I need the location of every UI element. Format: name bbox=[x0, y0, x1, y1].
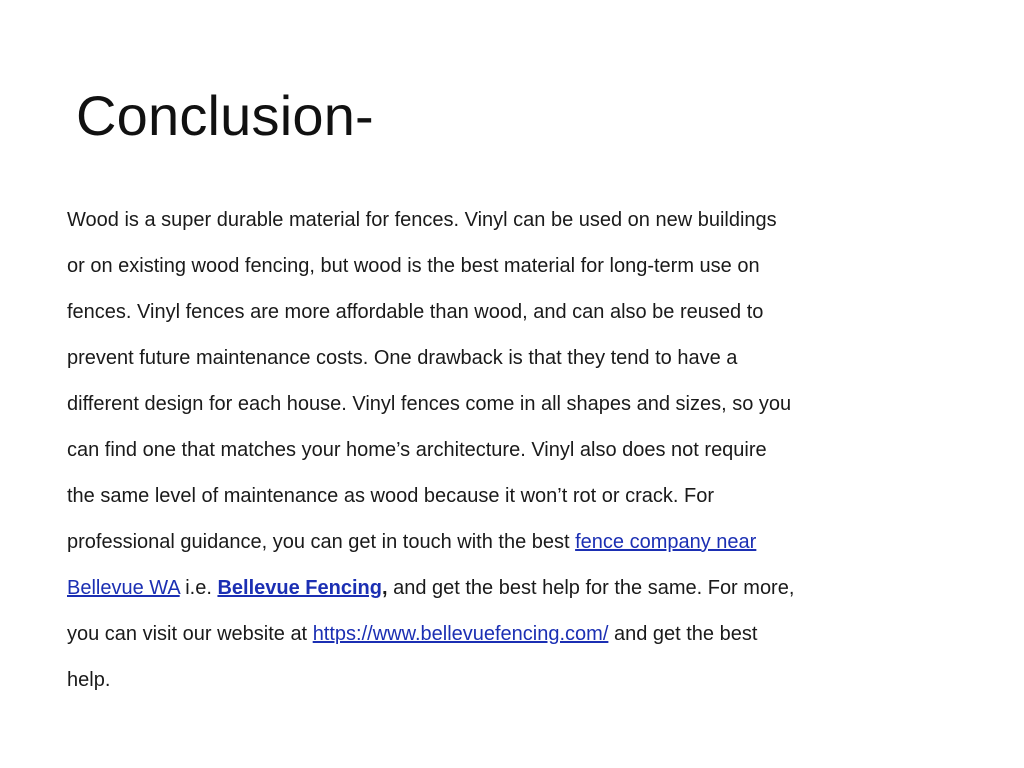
paragraph-text: i.e. bbox=[179, 577, 218, 599]
fence-company-link-part2[interactable]: Bellevue WA bbox=[67, 577, 180, 599]
paragraph-text: professional guidance, you can get in touch with the best bbox=[67, 531, 576, 553]
paragraph-text: and get the best help for the same. For more, bbox=[387, 577, 795, 599]
paragraph-line bbox=[67, 519, 917, 565]
fence-company-link-part1[interactable]: fence company near bbox=[575, 531, 757, 553]
paragraph-text: you can visit our website at bbox=[67, 623, 313, 645]
comma-text: , bbox=[381, 577, 388, 599]
paragraph-line: different design for each house. Vinyl fences come in all shapes and sizes, so you bbox=[67, 393, 792, 415]
paragraph-line: Wood is a super durable material for fences. Vinyl can be used on new buildings bbox=[67, 209, 777, 231]
conclusion-paragraph bbox=[67, 197, 917, 703]
paragraph-line: or on existing wood fencing, but wood is the best material for long-term use on bbox=[67, 255, 760, 277]
paragraph-line: can find one that matches your home’s architecture. Vinyl also does not require bbox=[67, 439, 767, 461]
slide-title: Conclusion- bbox=[76, 84, 374, 147]
paragraph-line: the same level of maintenance as wood because it won’t rot or crack. For bbox=[67, 485, 714, 507]
paragraph-line: fences. Vinyl fences are more affordable than wood, and can also be reused to bbox=[67, 301, 764, 323]
website-url-link[interactable]: https://www.bellevuefencing.com/ bbox=[312, 623, 609, 645]
paragraph-line: prevent future maintenance costs. One drawback is that they tend to have a bbox=[67, 347, 738, 369]
paragraph-line bbox=[67, 565, 917, 611]
paragraph-text: and get the best bbox=[608, 623, 758, 645]
paragraph-line bbox=[67, 611, 917, 657]
bellevue-fencing-link[interactable]: Bellevue Fencing bbox=[217, 577, 382, 599]
paragraph-line: help. bbox=[67, 669, 111, 691]
